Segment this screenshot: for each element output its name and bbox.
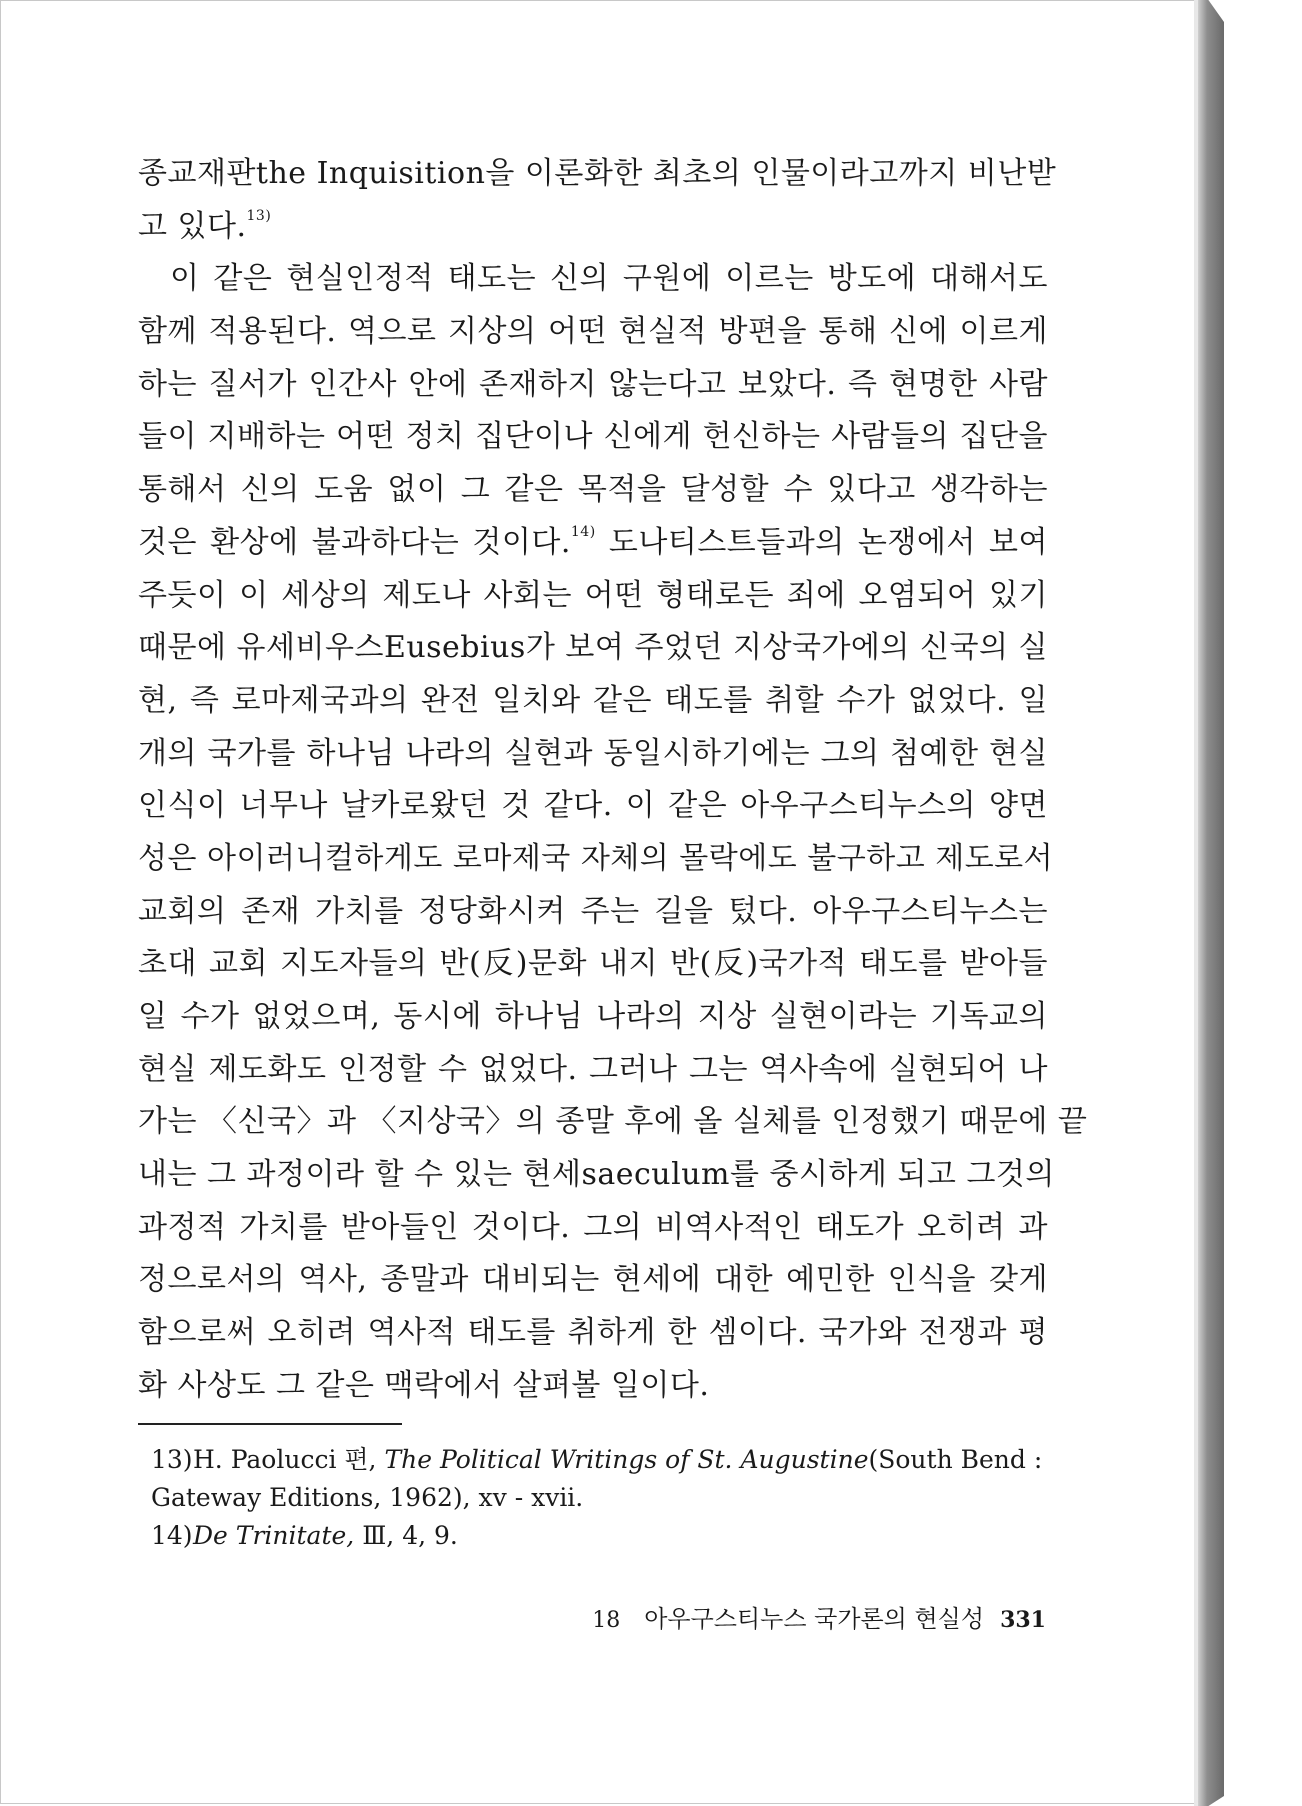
- text-line: 화 사상도 그 같은 맥락에서 살펴볼 일이다.: [138, 1367, 710, 1403]
- text-line: 현, 즉 로마제국과의 완전 일치와 같은 태도를 취할 수가 없었다. 일: [138, 682, 1048, 718]
- text-line: 함께 적용된다. 역으로 지상의 어떤 현실적 방편을 통해 신에 이르게: [138, 314, 1048, 350]
- text-line: 과정적 가치를 받아들인 것이다. 그의 비역사적인 태도가 오히려 과: [138, 1209, 1048, 1245]
- text-line: 정으로서의 역사, 종말과 대비되는 현세에 대한 예민한 인식을 갖게: [138, 1262, 1048, 1298]
- text-line: 성은 아이러니컬하게도 로마제국 자체의 몰락에도 불구하고 제도로서: [138, 840, 1054, 876]
- footnote-publisher: (South Bend :: [868, 1445, 1043, 1474]
- running-footer: [546, 1599, 1046, 1634]
- text-line: 들이 지배하는 어떤 정치 집단이나 신에게 헌신하는 사람들의 집단을: [138, 419, 1048, 455]
- page-edge-highlight: [1194, 0, 1198, 1806]
- text-line: 인식이 너무나 날카로왔던 것 같다. 이 같은 아우구스티누스의 양면: [138, 788, 1048, 824]
- footnote-book-title: De Trinitate,: [193, 1521, 355, 1550]
- page-stack-edge: [1198, 0, 1224, 1806]
- text-line: 개의 국가를 하나님 나라의 실현과 동일시하기에는 그의 첨예한 현실: [138, 735, 1048, 771]
- footnote-divider: [138, 1423, 402, 1425]
- footnote-book-title: The Political Writings of St. Augustine: [384, 1445, 869, 1474]
- footnote-location: Ⅲ, 4, 9.: [354, 1521, 458, 1550]
- page-number: 331: [1000, 1607, 1046, 1633]
- footnotes: [151, 1441, 1051, 1555]
- footnote-ref: 14): [570, 523, 596, 540]
- footnote-13: [151, 1441, 1051, 1479]
- text-line: 이 같은 현실인정적 태도는 신의 구원에 이르는 방도에 대해서도: [170, 261, 1048, 297]
- text-line: 교회의 존재 가치를 정당화시켜 주는 길을 텄다. 아우구스티누스는: [138, 893, 1048, 929]
- footnote-number: 13): [151, 1445, 193, 1474]
- text-line: 종교재판the Inquisition을 이론화한 최초의 인물이라고까지 비난받: [138, 156, 1057, 191]
- text-line: 일 수가 없었으며, 동시에 하나님 나라의 지상 실현이라는 기독교의: [138, 999, 1048, 1034]
- text-line: 초대 교회 지도자들의 반(反)문화 내지 반(反)국가적 태도를 받아들: [138, 946, 1048, 982]
- text-line: 것은 환상에 불과하다는 것이다.$^{14)}$ 도나티스트들과의 논쟁에서 보여: [138, 523, 1048, 560]
- footnote-14: [151, 1517, 1051, 1555]
- text-line: 하는 질서가 인간사 안에 존재하지 않는다고 보았다. 즉 현명한 사람: [138, 366, 1048, 402]
- text-line: 통해서 신의 도움 없이 그 같은 목적을 달성할 수 있다고 생각하는: [138, 472, 1048, 508]
- footnote-ref: 13): [246, 207, 272, 224]
- footnote-number: 14): [151, 1521, 193, 1550]
- running-title: 아우구스티누스 국가론의 현실성: [644, 1605, 985, 1633]
- chapter-number: 18: [592, 1608, 621, 1633]
- footnote-author: H. Paolucci 편,: [193, 1445, 385, 1474]
- main-text: [138, 148, 1088, 1413]
- text-line: 때문에 유세비우스Eusebius가 보여 주었던 지상국가에의 신국의 실: [138, 630, 1048, 666]
- text-line: 현실 제도화도 인정할 수 없었다. 그러나 그는 역사속에 실현되어 나: [138, 1051, 1048, 1087]
- footnote-13-continued: Gateway Editions, 1962), xv - xvii.: [151, 1483, 584, 1512]
- text-line: 고 있다.$^{13)}$: [138, 207, 272, 244]
- text-line: 가는 〈신국〉과 〈지상국〉의 종말 후에 올 실체를 인정했기 때문에 끝: [138, 1104, 1088, 1140]
- text-line: 주듯이 이 세상의 제도나 사회는 어떤 형태로든 죄에 오염되어 있기: [138, 577, 1048, 613]
- text-line: 내는 그 과정이라 할 수 있는 현세saeculum를 중시하게 되고 그것의: [138, 1157, 1055, 1193]
- text-line: 함으로써 오히려 역사적 태도를 취하게 한 셈이다. 국가와 전쟁과 평: [138, 1315, 1048, 1351]
